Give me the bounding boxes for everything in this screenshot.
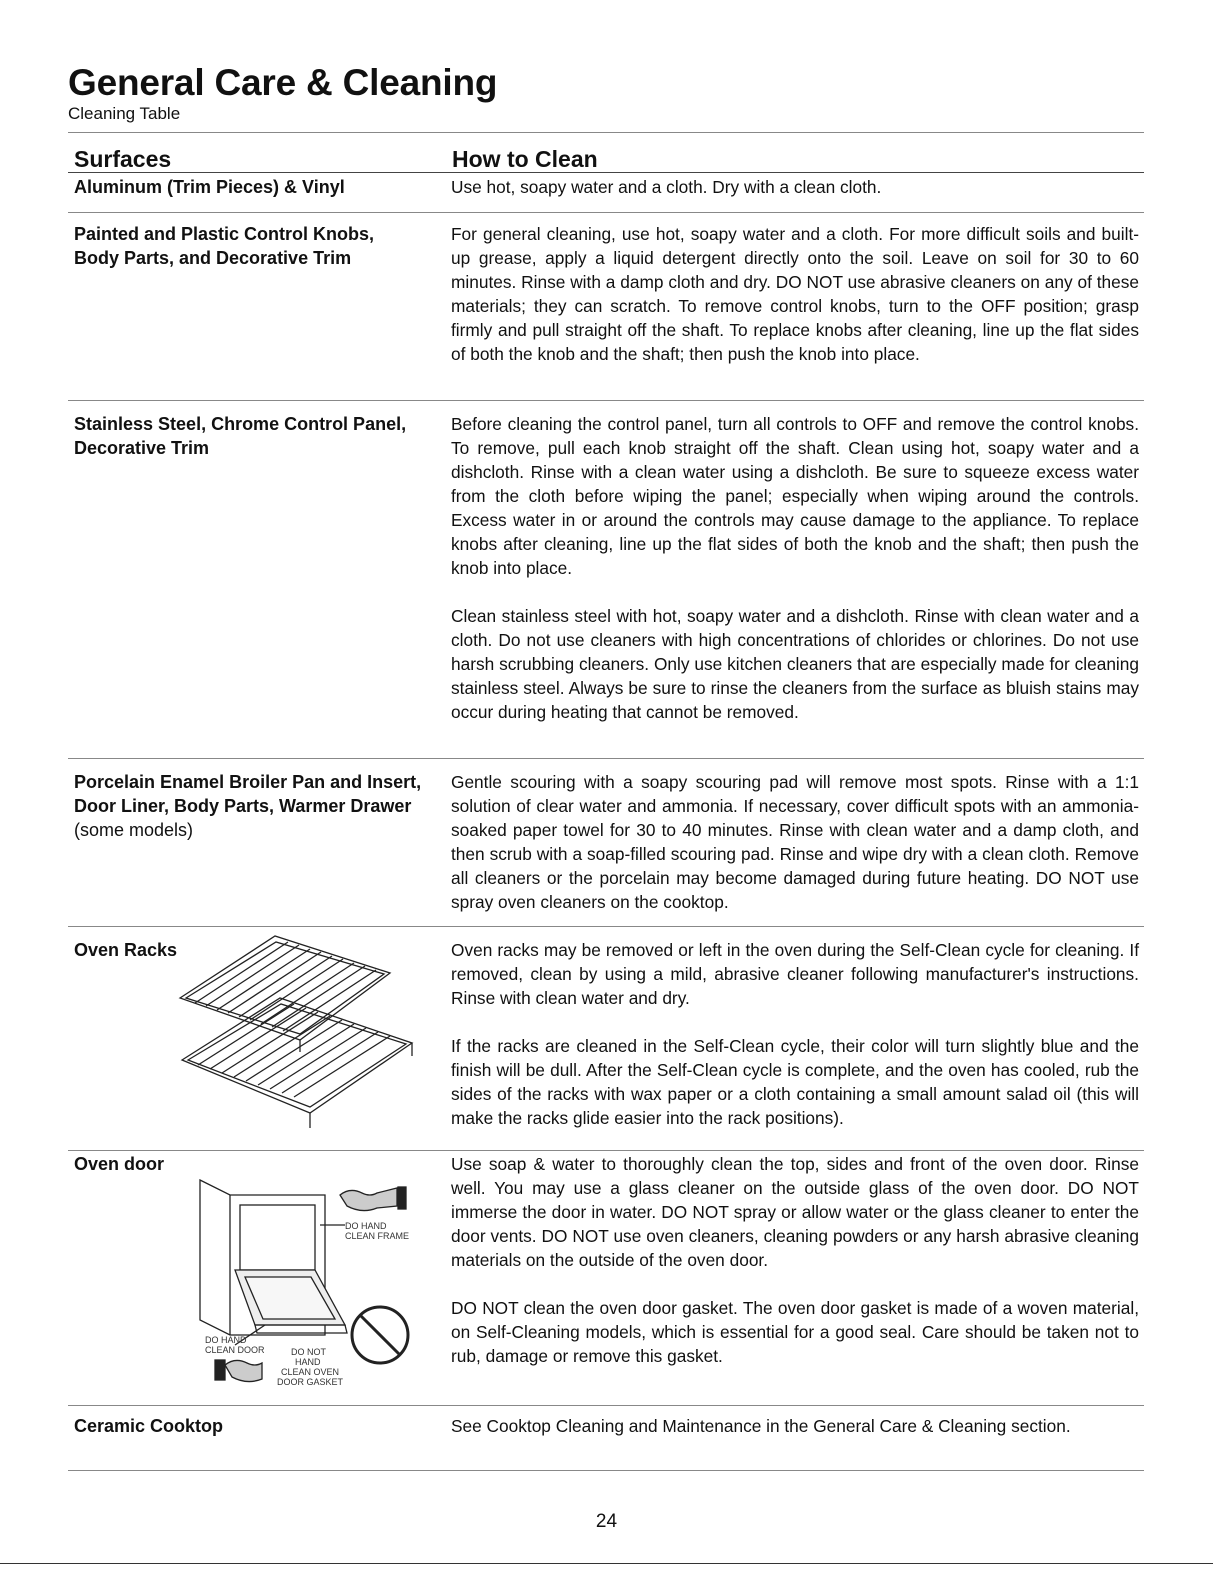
- divider: [68, 1405, 1144, 1406]
- how-paragraph: Use hot, soapy water and a cloth. Dry with a clean cloth.: [451, 177, 882, 197]
- surface-label: Oven Racks: [74, 940, 178, 960]
- label-gasket-1: DO NOT: [291, 1347, 326, 1357]
- column-header-surfaces: Surfaces: [74, 146, 172, 172]
- oven-door-illustration: [195, 1175, 435, 1395]
- label-frame-1: DO HAND: [345, 1221, 387, 1231]
- how-paragraph: See Cooktop Cleaning and Maintenance in the General Care & Cleaning section.: [451, 1416, 1071, 1436]
- how-paragraph: Before cleaning the control panel, turn all controls to OFF and remove the control knobs. To remove, pull each knob straight off the shaft. Clean using hot, soapy water and a dishcloth. Rinse with a clean water using a dishcloth. Be sure to squeeze excess water from the cloth before wiping the panel; especially when wiping around the controls. Excess water in or around the controls may cause damage to the appliance. To replace knobs after cleaning, line up the flat sides of both the knob and the shaft; then push the knob into place.: [451, 414, 1139, 578]
- how-paragraph: If the racks are cleaned in the Self-Clean cycle, their color will turn slightly blue and the finish will be dull. After the Self-Clean cycle is complete, and the oven has cooled, rub the sides of the racks with wax paper or a cloth containing a small amount salad oil (this will make the racks glide easier into the rack positions).: [451, 1036, 1139, 1128]
- bottom-rule: [0, 1563, 1213, 1564]
- how-paragraph: Use soap & water to thoroughly clean the top, sides and front of the oven door. Rinse well. You may use a glass cleaner on the outside glass of the oven door. DO NOT immerse the door in water. DO NOT spray or allow water or the glass cleaner to enter the door vents. DO NOT use oven cleaners, cleaning powders or any harsh abrasive cleaning materials on the outside of the oven door.: [451, 1154, 1139, 1270]
- how-to-clean: [451, 1414, 1139, 1438]
- surface-label: Oven door: [74, 1154, 165, 1174]
- how-to-clean: [451, 222, 1139, 366]
- how-to-clean: [451, 1152, 1139, 1368]
- surface-label: Aluminum (Trim Pieces) & Vinyl: [74, 177, 345, 197]
- divider: [68, 1150, 1144, 1151]
- how-paragraph: DO NOT clean the oven door gasket. The oven door gasket is made of a woven material, on Self-Cleaning models, which is essential for a good seal. Care should be taken not to rub, damage or remove this gasket.: [451, 1298, 1139, 1366]
- divider: [68, 172, 1144, 173]
- label-gasket-3: CLEAN OVEN: [281, 1367, 340, 1377]
- label-door-1: DO HAND: [205, 1335, 247, 1345]
- divider: [68, 926, 1144, 927]
- how-to-clean: [451, 938, 1139, 1130]
- label-gasket-2: HAND: [295, 1357, 321, 1367]
- surface-label-text: Porcelain Enamel Broiler Pan and Insert, Door Liner, Body Parts, Warmer Drawer: [74, 772, 422, 816]
- surface-label: [74, 770, 424, 842]
- divider: [68, 132, 1144, 133]
- label-door-2: CLEAN DOOR: [205, 1345, 265, 1355]
- how-paragraph: Oven racks may be removed or left in the oven during the Self-Clean cycle for cleaning. If removed, clean by using a mild, abrasive cleaner following manufacturer's instructions. Rinse with clean water and dry.: [451, 940, 1139, 1008]
- page-subtitle: Cleaning Table: [68, 104, 181, 123]
- surface-label-note: (some models): [74, 820, 194, 840]
- divider: [68, 1470, 1144, 1471]
- divider: [68, 212, 1144, 213]
- divider: [68, 758, 1144, 759]
- how-to-clean: [451, 770, 1139, 914]
- how-to-clean: [451, 412, 1139, 724]
- oven-racks-illustration: [150, 928, 420, 1143]
- page-number: 24: [595, 1511, 618, 1532]
- how-paragraph: For general cleaning, use hot, soapy water and a cloth. For more difficult soils and built-up grease, apply a liquid detergent directly onto the soil. Leave on soil for 30 to 60 minutes. Rinse with a damp cloth and dry. DO NOT use abrasive cleaners on any of these materials; they can scratch. To remove control knobs, turn to the OFF position; grasp firmly and pull straight off the shaft. To replace knobs after cleaning, line up the flat sides of both the knob and the shaft; then push the knob into place.: [451, 224, 1139, 364]
- page-title: General Care & Cleaning: [68, 62, 498, 103]
- how-paragraph: Gentle scouring with a soapy scouring pad will remove most spots. Rinse with a 1:1 solution of clear water and ammonia. If necessary, cover difficult spots with an ammonia-soaked paper towel for 30 to 40 minutes. Rinse with clean water and a damp cloth, and then scrub with a soap-filled scouring pad. Rinse and wipe dry with a clean cloth. Remove all cleaners or the porcelain may become damaged during future heating. DO NOT use spray oven cleaners on the cooktop.: [451, 772, 1139, 912]
- how-paragraph: Clean stainless steel with hot, soapy water and a dishcloth. Rinse with clean water and a cloth. Do not use cleaners with high concentrations of chlorides or chlorines. Do not use harsh scrubbing cleaners. Only use kitchen cleaners that are especially made for cleaning stainless steel. Always be sure to rinse the cleaners from the surface as bluish stains may occur during heating that cannot be removed.: [451, 606, 1139, 722]
- surface-label: Ceramic Cooktop: [74, 1416, 224, 1436]
- how-to-clean: [451, 175, 1139, 199]
- label-frame-2: CLEAN FRAME: [345, 1231, 410, 1241]
- column-header-how-to-clean: How to Clean: [452, 146, 598, 172]
- surface-label: Stainless Steel, Chrome Control Panel, Decorative Trim: [74, 414, 407, 458]
- label-gasket-4: DOOR GASKET: [277, 1377, 344, 1387]
- divider: [68, 400, 1144, 401]
- surface-label: Painted and Plastic Control Knobs, Body Parts, and Decorative Trim: [74, 224, 375, 268]
